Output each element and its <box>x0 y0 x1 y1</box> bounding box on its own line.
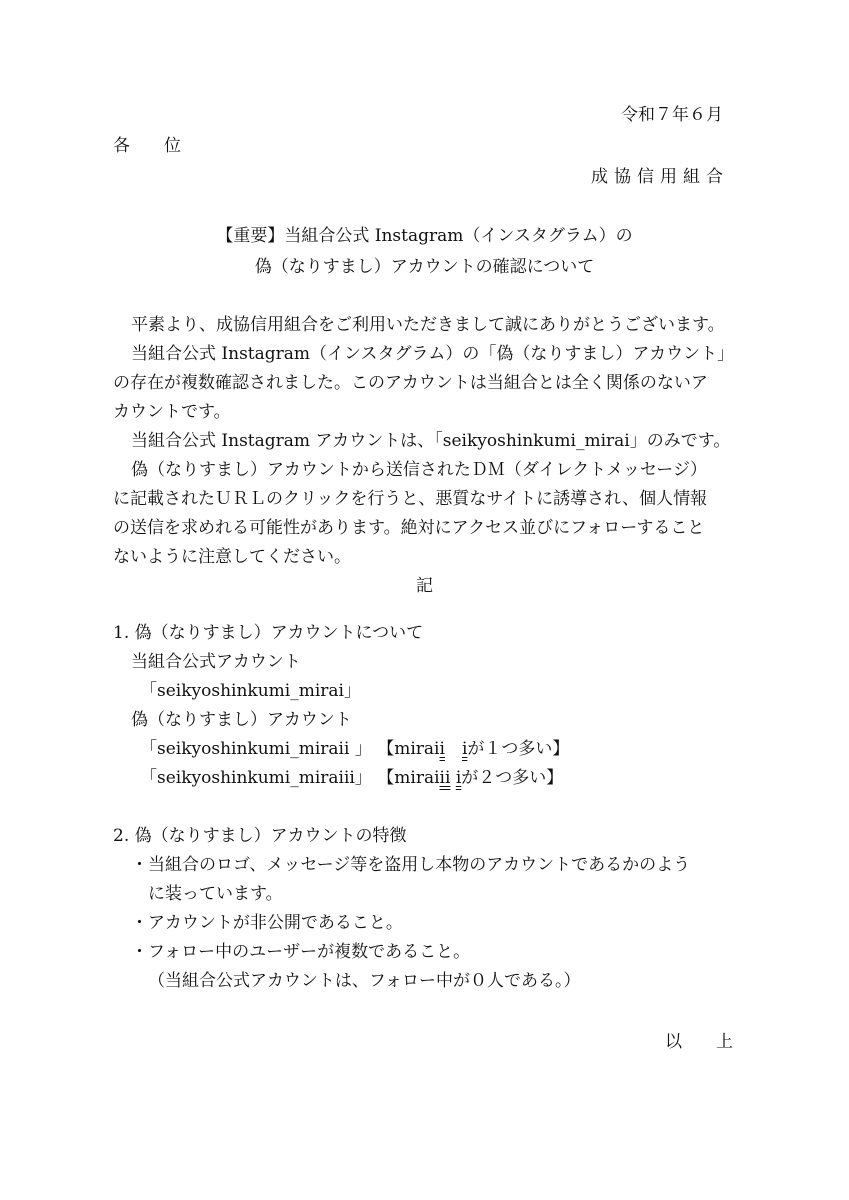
notice-paragraph-line-2: の存在が複数確認されました。このアカウントは当組合とは全く関係のないア <box>113 373 708 393</box>
greeting-paragraph: 平素より、成協信用組合をご利用いただきまして誠にありがとうございます。 <box>131 315 725 335</box>
fake-account-1-note: 【miraii iが１つ多い】 <box>377 739 570 759</box>
official-account-statement: 当組合公式 Instagram アカウントは、「seikyoshinkumi_mirai」のみです。 <box>131 431 731 451</box>
title-line-2: 偽（なりすまし）アカウントの確認について <box>254 257 595 277</box>
fake-account-1-name: 「seikyoshinkumi_miraii 」 <box>140 739 372 759</box>
warning-paragraph-line-2: に記載されたＵＲＬのクリックを行うと、悪質なサイトに誘導され、個人情報 <box>113 489 708 509</box>
recipient: 各 位 <box>113 136 181 156</box>
fake-account-2 <box>140 767 563 789</box>
feature-bullet-1-line-1: ・当組合のロゴ、メッセージ等を盗用し本物のアカウントであるかのよう <box>131 855 691 875</box>
notice-paragraph-line-3: カウントです。 <box>113 402 231 422</box>
warning-paragraph-line-4: ないように注意してください。 <box>113 547 351 567</box>
date: 令和７年６月 <box>621 105 723 125</box>
notice-paragraph-line-1: 当組合公式 Instagram（インスタグラム）の「偽（なりすまし）アカウント」 <box>131 344 735 364</box>
ki-heading: 記 <box>416 576 433 596</box>
sender-name: 成協信用組合 <box>591 167 729 187</box>
warning-paragraph-line-1: 偽（なりすまし）アカウントから送信されたＤＭ（ダイレクトメッセージ） <box>131 460 707 480</box>
official-account-name: 「seikyoshinkumi_mirai」 <box>140 681 361 701</box>
section2-heading: 2. 偽（なりすまし）アカウントの特徴 <box>113 826 407 846</box>
feature-bullet-3: ・フォロー中のユーザーが複数であること。 <box>131 942 471 962</box>
title-line-1: 【重要】当組合公式 Instagram（インスタグラム）の <box>216 226 633 246</box>
warning-paragraph-line-3: の送信を求めれる可能性があります。絶対にアクセス並びにフォローすること <box>113 518 705 538</box>
feature-bullet-1-line-2: に装っています。 <box>148 884 283 904</box>
fake-account-label: 偽（なりすまし）アカウント <box>131 710 352 730</box>
feature-bullet-3-note: （当組合公式アカウントは、フォロー中が０人である。） <box>148 971 581 991</box>
feature-bullet-2: ・アカウントが非公開であること。 <box>131 913 403 933</box>
fake-account-2-note: 【miraiii iが２つ多い】 <box>377 768 564 788</box>
section1-heading: 1. 偽（なりすまし）アカウントについて <box>113 623 424 643</box>
closing-ijou: 以 上 <box>665 1032 733 1052</box>
fake-account-1 <box>140 738 569 760</box>
official-account-label: 当組合公式アカウント <box>131 652 301 672</box>
fake-account-2-name: 「seikyoshinkumi_miraiii」 <box>140 768 372 788</box>
